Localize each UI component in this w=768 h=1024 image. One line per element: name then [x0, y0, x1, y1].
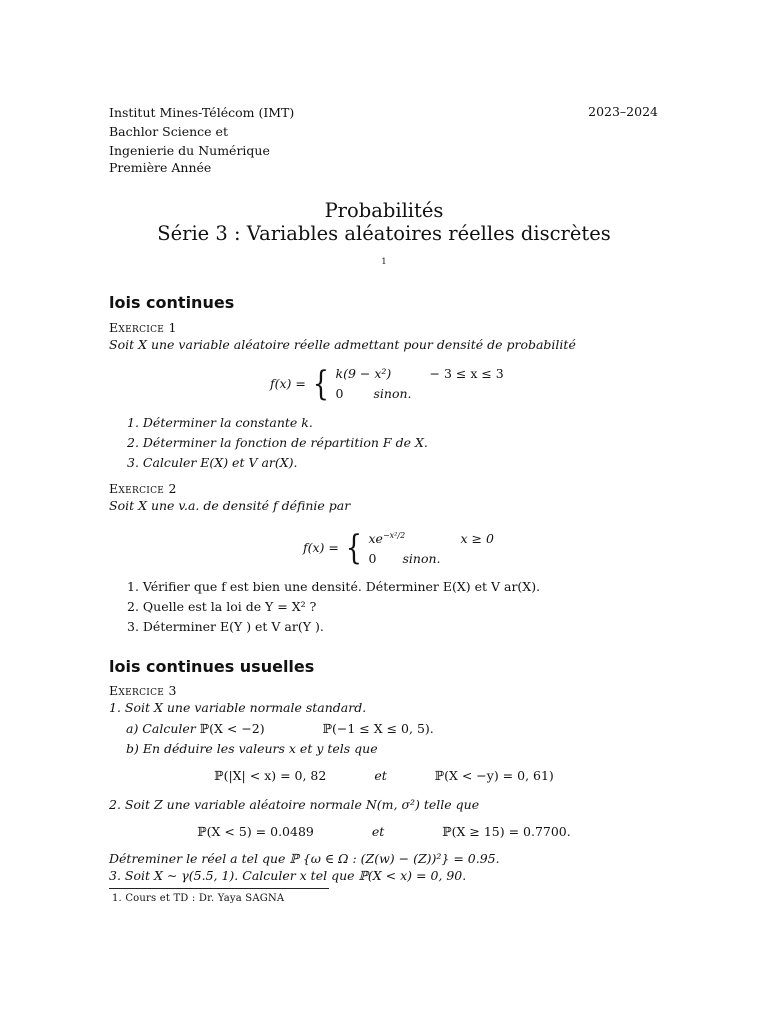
- question-item: 2. Déterminer la fonction de répartition F de X.: [127, 435, 428, 450]
- exercise-1-label: Exercice 1: [109, 320, 177, 335]
- case-2-condition: sinon.: [373, 386, 412, 401]
- exercise-2-density: [303, 526, 494, 569]
- equation-1-connector: et: [374, 768, 387, 783]
- footnote-text: 1. Cours et TD : Dr. Yaya SAGNA: [112, 893, 285, 904]
- equation-2-left: ℙ(X < 5) = 0.0489: [197, 824, 314, 839]
- density-cases: [336, 364, 504, 404]
- exercise-3-part-1: 1. Soit X une variable normale standard.: [109, 700, 367, 715]
- case-2-expression: 0: [368, 551, 377, 567]
- exercise-3-part-1a: [126, 720, 434, 738]
- header-left: [109, 103, 294, 177]
- doc-title: Probabilités: [324, 199, 444, 222]
- equation-2-right: ℙ(X ≥ 15) = 0.7700.: [442, 824, 571, 839]
- case-2-expression: 0: [335, 386, 344, 401]
- exercise-3-part-3: 3. Soit X ∼ γ(5.5, 1). Calculer x tel que ℙ(X < x) = 0, 90.: [109, 868, 467, 883]
- equation-1-left: ℙ(|X| < x) = 0, 82: [214, 768, 327, 783]
- case-1-expression: k(9 − x²): [335, 366, 392, 381]
- density-cases: [369, 526, 494, 569]
- equation-1: [0, 767, 768, 785]
- section-heading-usuelles: lois continues usuelles: [109, 657, 315, 676]
- equation-1-right: ℙ(X < −y) = 0, 61): [434, 768, 554, 783]
- exercise-1-density: [270, 364, 504, 404]
- density-lhs: f(x) =: [303, 539, 339, 555]
- footnote-marker: 1: [381, 257, 387, 267]
- part-1a-label: a) Calculer: [126, 721, 196, 736]
- case-1-condition: − 3 ≤ x ≤ 3: [429, 366, 504, 381]
- brace-symbol: {: [345, 527, 362, 568]
- exercise-2-questions: [110, 578, 540, 638]
- question-item: 2. Quelle est la loi de Y = X² ?: [127, 599, 317, 614]
- equation-2: [0, 823, 768, 841]
- part-1a-expression-1: ℙ(X < −2): [199, 721, 265, 736]
- brace-symbol: {: [312, 364, 329, 404]
- question-item: 3. Déterminer E(Y ) et V ar(Y ).: [127, 619, 324, 634]
- section-heading-continues: lois continues: [109, 293, 235, 312]
- equation-2-connector: et: [371, 824, 385, 839]
- academic-year: 2023–2024: [588, 104, 658, 119]
- exercise-3-part-2: 2. Soit Z une variable aléatoire normale N(m, σ²) telle que: [109, 797, 480, 812]
- case-1-exponent: −x²/2: [382, 531, 406, 540]
- institute-name: Institut Mines-Télécom (IMT): [109, 105, 295, 120]
- year-level: Première Année: [109, 160, 212, 175]
- part-1a-expression-2: ℙ(−1 ≤ X ≤ 0, 5).: [322, 721, 434, 736]
- question-item: 1. Vérifier que f est bien une densité. Déterminer E(X) et V ar(X).: [127, 579, 541, 594]
- question-item: 3. Calculer E(X) et V ar(X).: [127, 455, 298, 470]
- doc-subtitle: Série 3 : Variables aléatoires réelles discrètes: [157, 222, 611, 245]
- question-item: 1. Déterminer la constante k.: [127, 415, 313, 430]
- exercise-1-intro: Soit X une variable aléatoire réelle admettant pour densité de probabilité: [109, 337, 576, 352]
- program-line-2: Ingenierie du Numérique: [109, 143, 270, 158]
- case-1-condition: x ≥ 0: [460, 531, 494, 547]
- case-1-expression: xe: [368, 531, 383, 547]
- exercise-3-part-2-question: Détreminer le réel a tel que ℙ {ω ∈ Ω : (Z(w) − (Z))²} = 0.95.: [109, 851, 500, 866]
- exercise-3-label: Exercice 3: [109, 683, 177, 698]
- density-lhs: f(x) =: [270, 376, 306, 391]
- exercise-2-intro: Soit X une v.a. de densité f définie par: [109, 498, 351, 513]
- footnote-rule: [109, 888, 329, 889]
- exercise-2-label: Exercice 2: [109, 481, 177, 496]
- exercise-3-part-1b: b) En déduire les valeurs x et y tels que: [126, 741, 378, 756]
- case-2-condition: sinon.: [402, 551, 441, 567]
- program-line-1: Bachlor Science et: [109, 124, 228, 139]
- exercise-1-questions: [110, 414, 428, 474]
